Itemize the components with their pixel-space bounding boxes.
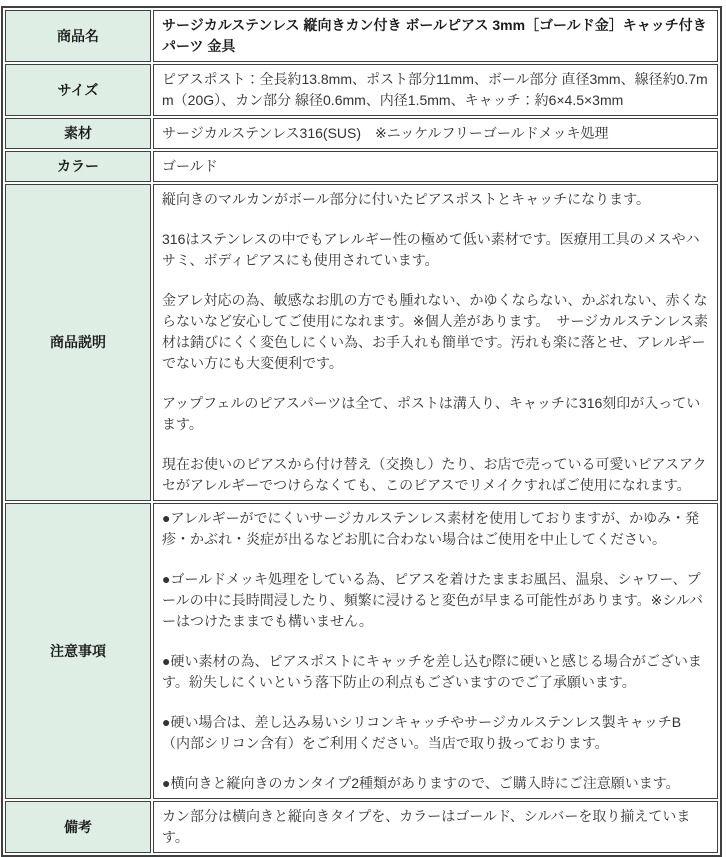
cautions-paragraph-2: ●硬い素材の為、ピアスポストにキャッチを差し込む際に硬いと感じる場合がございます。紛失しにくいという落下防止の利点もございますのでご了承願います。 <box>162 653 702 690</box>
row-label-description: 商品説明 <box>5 184 151 501</box>
table-row-size <box>5 64 718 116</box>
row-value-notes <box>153 801 718 853</box>
description-paragraph-4: 現在お使いのピアスから付け替え（交換し）たり、お店で売っている可愛いピアスアクセがアレルギーでつけらなくても、このピアスでリメイクすればご使用になれます。 <box>162 456 707 493</box>
row-label-notes: 備考 <box>5 801 151 853</box>
table-row-material <box>5 118 718 149</box>
row-value-cautions <box>153 503 718 799</box>
row-label-product-name: 商品名 <box>5 10 151 62</box>
product-spec-table-body <box>5 10 718 853</box>
description-paragraph-1: 316はステンレスの中でもアレルギー性の極めて低い素材です。医療用工具のメスやハサミ、ボディピアスにも使用されています。 <box>162 231 700 268</box>
row-label-color: カラー <box>5 151 151 182</box>
description-paragraph-3: アップフェルのピアスパーツは全て、ポストは溝入り、キャッチに316刻印が入っています。 <box>162 395 701 432</box>
table-row-product-name <box>5 10 718 62</box>
row-value-color <box>153 151 718 182</box>
row-value-size <box>153 64 718 116</box>
cautions-paragraph-3: ●硬い場合は、差し込み易いシリコンキャッチやサージカルステンレス製キャッチB（内部シリコン含有）をご利用ください。当店で取り扱っております。 <box>162 714 682 751</box>
product-name-paragraph-0: サージカルステンレス 縦向きカン付き ボールピアス 3mm［ゴールド金］キャッチ付き パーツ 金具 <box>162 17 707 54</box>
row-label-material: 素材 <box>5 118 151 149</box>
row-label-cautions: 注意事項 <box>5 503 151 799</box>
notes-paragraph-0: カン部分は横向きと縦向きタイプを、カラーはゴールド、シルバーを取り揃えています。 <box>162 808 691 845</box>
row-value-product-name <box>153 10 718 62</box>
description-paragraph-0: 縦向きのマルカンがボール部分に付いたピアスポストとキャッチになります。 <box>162 191 651 207</box>
row-label-size: サイズ <box>5 64 151 116</box>
color-paragraph-0: ゴールド <box>162 158 218 174</box>
cautions-paragraph-4: ●横向きと縦向きのカンタイプ2種類がありますので、ご購入時にご注意願います。 <box>162 775 680 791</box>
size-paragraph-0: ピアスポスト：全長約13.8mm、ポスト部分11mm、ボール部分 直径3mm、線径約0.7mm（20G）、カン部分 線径0.6mm、内径1.5mm、キャッチ：約6×4.5×3mm <box>162 71 708 108</box>
row-value-material <box>153 118 718 149</box>
table-row-cautions <box>5 503 718 799</box>
table-row-notes <box>5 801 718 853</box>
description-paragraph-2: 金アレ対応の為、敏感なお肌の方でも腫れない、かゆくならない、かぶれない、赤くならないなど安心してご使用になれます。※個人差があります。 サージカルステンレス素材は錆びにくく変色しにくい為、お手入れも簡単です。汚れも楽に落とせ、アレルギーでない方にも大変便利です。 <box>162 292 709 371</box>
cautions-paragraph-1: ●ゴールドメッキ処理をしている為、ピアスを着けたままお風呂、温泉、シャワー、プールの中に長時間浸したり、頻繁に浸けると変色が早まる可能性があります。※シルバーはつけたままでも構いません。 <box>162 571 703 629</box>
cautions-paragraph-0: ●アレルギーがでにくいサージカルステンレス素材を使用しておりますが、かゆみ・発疹・かぶれ・炎症が出るなどお肌に合わない場合はご使用を中止してください。 <box>162 510 700 547</box>
row-value-description <box>153 184 718 501</box>
table-row-description <box>5 184 718 501</box>
table-row-color <box>5 151 718 182</box>
product-spec-table <box>1 6 722 857</box>
material-paragraph-0: サージカルステンレス316(SUS) ※ニッケルフリーゴールドメッキ処理 <box>162 125 609 141</box>
